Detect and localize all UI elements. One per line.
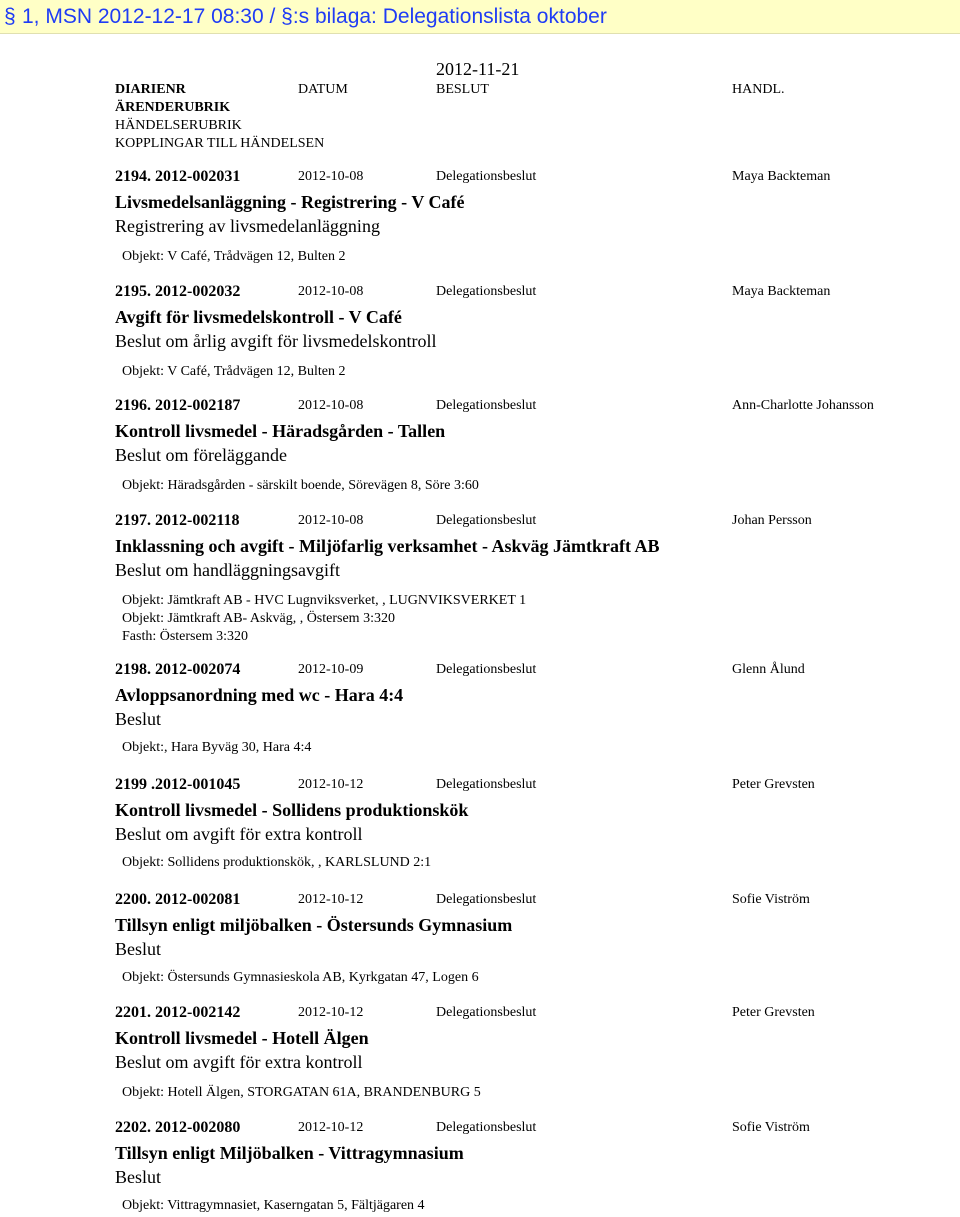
list-item	[0, 283, 960, 393]
entry-decision-type: Delegationsbeslut	[436, 1005, 537, 1020]
document-banner	[0, 0, 960, 34]
entry-heading: Tillsyn enligt Miljöbalken - Vittragymnasium	[115, 1143, 464, 1163]
banner-title: 1, MSN 2012-12-17 08:30 / §:s bilaga: Delegationslista oktober	[22, 5, 607, 28]
list-item	[0, 397, 960, 507]
entry-event: Beslut om handläggningsavgift	[115, 560, 340, 580]
entry-date: 2012-10-12	[298, 777, 364, 792]
entry-number: 2202. 2012-002080	[115, 1119, 241, 1136]
entry-object: Objekt: V Café, Trådvägen 12, Bulten 2	[122, 249, 346, 264]
entry-decision-type: Delegationsbeslut	[436, 892, 537, 907]
entry-handler: Peter Grevsten	[732, 1005, 815, 1020]
entry-object: Objekt: V Café, Trådvägen 12, Bulten 2	[122, 364, 346, 379]
list-item	[0, 512, 960, 652]
entry-object: Objekt: Häradsgården - särskilt boende, Sörevägen 8, Söre 3:60	[122, 478, 479, 493]
entry-heading: Avgift för livsmedelskontroll - V Café	[115, 307, 402, 327]
entry-heading: Kontroll livsmedel - Häradsgården - Tallen	[115, 421, 446, 441]
entry-date: 2012-10-08	[298, 169, 364, 184]
entry-number: 2199 .2012-001045	[115, 776, 241, 793]
entry-decision-type: Delegationsbeslut	[436, 284, 537, 299]
header-beslut: BESLUT	[436, 82, 489, 97]
entry-object: Objekt: Hotell Älgen, STORGATAN 61A, BRANDENBURG 5	[122, 1085, 481, 1100]
entry-date: 2012-10-08	[298, 513, 364, 528]
header-diarienr: DIARIENR	[115, 82, 186, 97]
entry-event: Beslut om avgift för extra kontroll	[115, 824, 363, 844]
list-item	[0, 168, 960, 278]
header-handelserubrik: HÄNDELSERUBRIK	[115, 118, 242, 133]
entry-decision-type: Delegationsbeslut	[436, 1120, 537, 1135]
header-kopplingar: KOPPLINGAR TILL HÄNDELSEN	[115, 136, 325, 151]
entry-number: 2201. 2012-002142	[115, 1004, 241, 1021]
entry-decision-type: Delegationsbeslut	[436, 777, 537, 792]
entry-handler: Sofie Viström	[732, 892, 810, 907]
entry-date: 2012-10-09	[298, 662, 364, 677]
entry-handler: Johan Persson	[732, 513, 812, 528]
section-symbol: §	[4, 5, 16, 28]
entry-decision-type: Delegationsbeslut	[436, 662, 537, 677]
entry-event: Beslut om avgift för extra kontroll	[115, 1052, 363, 1072]
header-datum: DATUM	[298, 82, 348, 97]
entry-handler: Sofie Viström	[732, 1120, 810, 1135]
entry-property: Fasth: Östersem 3:320	[122, 629, 248, 644]
entry-handler: Glenn Ålund	[732, 662, 805, 677]
entry-event: Beslut	[115, 939, 162, 959]
entry-number: 2194. 2012-002031	[115, 168, 241, 185]
entry-handler: Maya Backteman	[732, 169, 831, 184]
entry-event: Registrering av livsmedelanläggning	[115, 216, 380, 236]
entry-object: Objekt: Vittragymnasiet, Kaserngatan 5, Fältjägaren 4	[122, 1198, 425, 1213]
entry-date: 2012-10-12	[298, 892, 364, 907]
header-handl: HANDL.	[732, 82, 785, 97]
entry-event: Beslut	[115, 709, 162, 729]
list-item	[0, 891, 960, 1001]
header-date: 2012-11-21	[436, 59, 520, 79]
entry-heading: Livsmedelsanläggning - Registrering - V Café	[115, 192, 465, 212]
entry-number: 2195. 2012-002032	[115, 283, 241, 300]
entry-object: Objekt: Jämtkraft AB- Askväg, , Östersem 3:320	[122, 611, 395, 626]
entry-date: 2012-10-12	[298, 1120, 364, 1135]
header-arenderubrik: ÄRENDERUBRIK	[115, 100, 231, 115]
entry-heading: Avloppsanordning med wc - Hara 4:4	[115, 685, 404, 705]
entry-number: 2196. 2012-002187	[115, 397, 241, 414]
entry-decision-type: Delegationsbeslut	[436, 513, 537, 528]
list-item	[0, 776, 960, 886]
entry-object: Objekt:, Hara Byväg 30, Hara 4:4	[122, 740, 312, 755]
entry-number: 2198. 2012-002074	[115, 661, 241, 678]
entry-heading: Kontroll livsmedel - Sollidens produktionskök	[115, 800, 469, 820]
entry-date: 2012-10-08	[298, 398, 364, 413]
entry-object: Objekt: Östersunds Gymnasieskola AB, Kyrkgatan 47, Logen 6	[122, 970, 479, 985]
entry-event: Beslut om årlig avgift för livsmedelskontroll	[115, 331, 437, 351]
entry-event: Beslut om föreläggande	[115, 445, 287, 465]
list-item	[0, 1004, 960, 1114]
entry-heading: Tillsyn enligt miljöbalken - Östersunds Gymnasium	[115, 915, 513, 935]
entry-decision-type: Delegationsbeslut	[436, 169, 537, 184]
list-item	[0, 661, 960, 771]
entry-date: 2012-10-08	[298, 284, 364, 299]
entry-number: 2197. 2012-002118	[115, 512, 240, 529]
entry-heading: Kontroll livsmedel - Hotell Älgen	[115, 1028, 369, 1048]
entry-date: 2012-10-12	[298, 1005, 364, 1020]
entry-object: Objekt: Jämtkraft AB - HVC Lugnviksverket, , LUGNVIKSVERKET 1	[122, 593, 527, 608]
entry-decision-type: Delegationsbeslut	[436, 398, 537, 413]
entry-handler: Ann-Charlotte Johansson	[732, 398, 874, 413]
list-item	[0, 1119, 960, 1217]
entry-heading: Inklassning och avgift - Miljöfarlig verksamhet - Askväg Jämtkraft AB	[115, 536, 660, 556]
entry-event: Beslut	[115, 1167, 162, 1187]
entry-number: 2200. 2012-002081	[115, 891, 241, 908]
entry-handler: Peter Grevsten	[732, 777, 815, 792]
entry-object: Objekt: Sollidens produktionskök, , KARLSLUND 2:1	[122, 855, 432, 870]
entry-handler: Maya Backteman	[732, 284, 831, 299]
